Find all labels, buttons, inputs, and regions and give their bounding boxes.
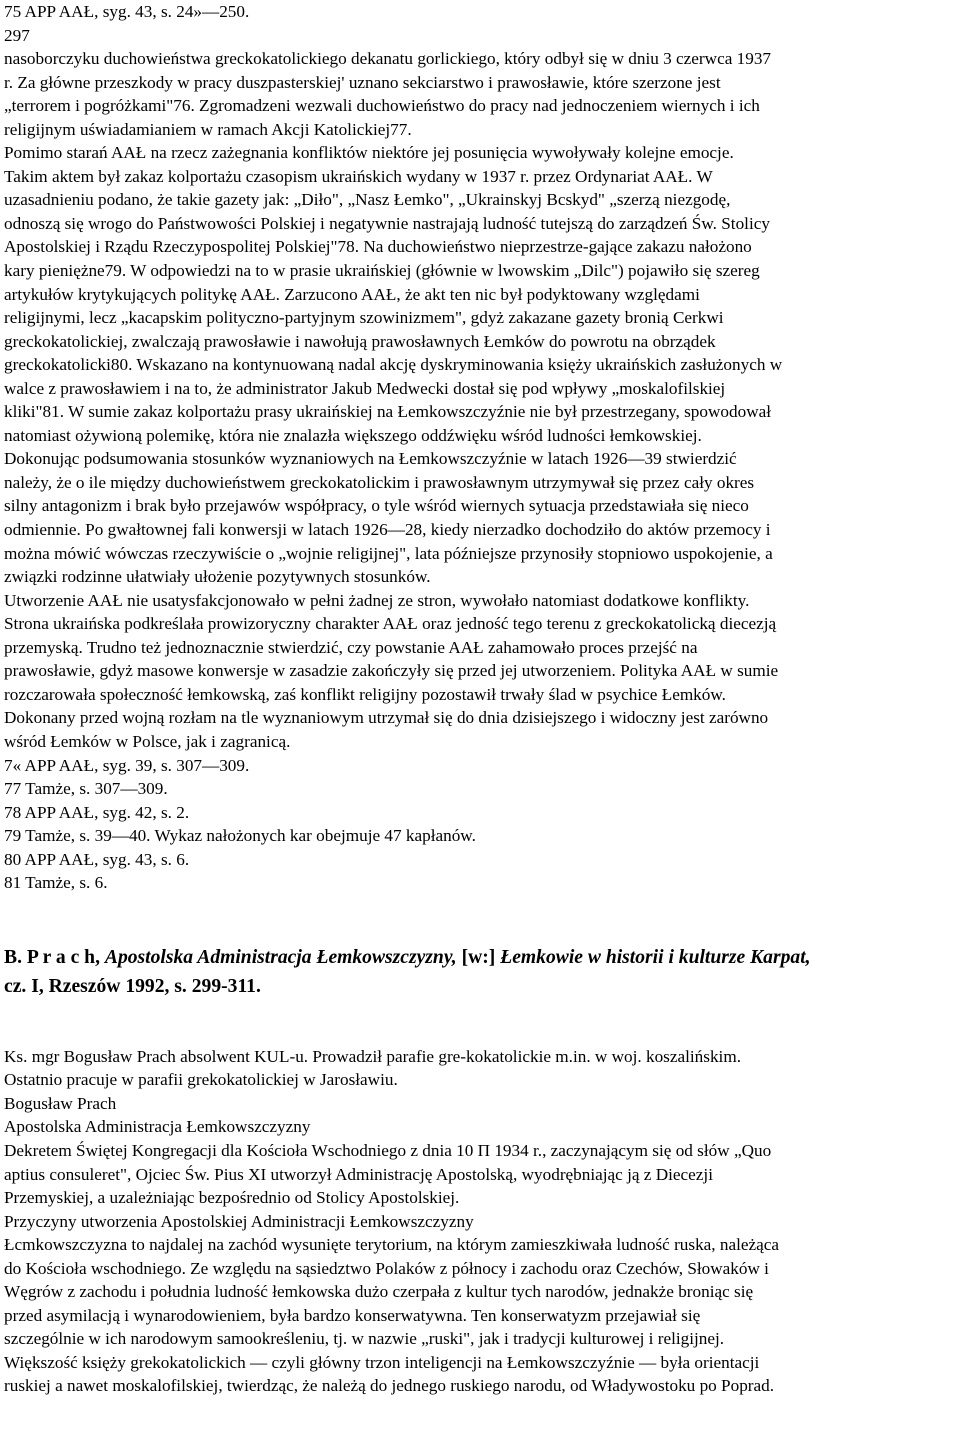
text-line: prawosławie, gdyż masowe konwersje w zasadzie zakończyły się przed jej utworzeniem. Polityka AAŁ w sumie bbox=[4, 661, 779, 681]
text-line: 77 Tamże, s. 307—309. bbox=[4, 779, 168, 799]
text-line: 80 APP AAŁ, syg. 43, s. 6. bbox=[4, 849, 190, 869]
document-page bbox=[4, 0, 956, 1398]
text-line: Utworzenie AAŁ nie usatysfakcjonowało w pełni żadnej ze stron, wywołało natomiast dodatkowe konflikty. bbox=[4, 590, 750, 610]
article-line: szczególnie w ich narodowym samookreśleniu, tj. w nazwie „ruski", jak i tradycji kulturowej i religijnej. bbox=[4, 1329, 725, 1349]
reference-author: B. P r a c h, bbox=[4, 946, 100, 968]
text-line: wśród Łemków w Polsce, jak i zagranicą. bbox=[4, 731, 291, 751]
text-line: rozczarowała społeczność łemkowską, zaś konflikt religijny pozostawił trwały ślad w psychice Łemków. bbox=[4, 684, 726, 704]
text-line: przemyską. Trudno też jednoznacznie stwierdzić, czy powstanie AAŁ zahamowało proces przejść na bbox=[4, 637, 698, 657]
text-line: 75 APP AAŁ, syg. 43, s. 24»—250. bbox=[4, 2, 250, 21]
article-line: Węgrów z zachodu i południa ludność łemkowska dużo czerpała z kultur tych narodów, jednakże broniąc się bbox=[4, 1282, 754, 1302]
text-line: można mówić wówczas rzeczywiście o „wojnie religijnej", lata późniejsze przynosiły stopniowo uspokojenie, a bbox=[4, 543, 773, 563]
text-line: kary pieniężne79. W odpowiedzi na to w prasie ukraińskiej (głównie w lwowskim „Dilc") pojawiło się szereg bbox=[4, 261, 760, 281]
text-line: odmiennie. Po gwałtownej fali konwersji w latach 1926—28, kiedy nierzadko dochodziło do aktów przemocy i bbox=[4, 520, 771, 540]
text-line: silny antagonizm i brak było przejawów współpracy, o tyle wśród wiernych sytuacja przedstawiała się nieco bbox=[4, 496, 749, 516]
text-line: odnoszą się wrogo do Państwowości Polskiej i negatywnie nastrajają ludność tutejszą do zarządzeń Św. Stolicy bbox=[4, 213, 770, 233]
text-line: Dokonany przed wojną rozłam na tle wyznaniowym utrzymał się do dnia dzisiejszego i widoczny jest zarówno bbox=[4, 708, 769, 728]
article-line: Dekretem Świętej Kongregacji dla Kościoła Wschodniego z dnia 10 П 1934 r., zaczynającym się od słów „Quo bbox=[4, 1140, 772, 1160]
text-line: kliki"81. W sumie zakaz kolportażu prasy ukraińskiej na Łemkowszczyźnie nie był przestrzegany, spowodował bbox=[4, 402, 772, 422]
article-line: przed asymilacją i wynarodowieniem, była bardzo konserwatywna. Ten konserwatyzm przejawiał się bbox=[4, 1305, 701, 1325]
article-line: Apostolska Administracja Łemkowszczyzny bbox=[4, 1117, 311, 1137]
article-line: Ks. mgr Bogusław Prach absolwent KUL-u. Prowadził parafie gre-kokatolickie m.in. w woj. koszalińskim. bbox=[4, 1046, 741, 1066]
text-line: 297 bbox=[4, 25, 30, 45]
text-line: 7« APP AAŁ, syg. 39, s. 307—309. bbox=[4, 755, 250, 775]
text-line: Apostolskiej i Rządu Rzeczypospolitej Polskiej"78. Na duchowieństwo nieprzestrze-gające zakazu nałożono bbox=[4, 237, 752, 257]
reference-title: Apostolska Administracja Łemkowszczyzny, bbox=[104, 946, 457, 968]
text-line: 78 APP AAŁ, syg. 42, s. 2. bbox=[4, 802, 190, 822]
text-line: uzasadnieniu podano, że takie gazety jak: „Diło", „Nasz Łemko", „Ukrainskyj Bcskyd" „szerzą niezgodę, bbox=[4, 190, 731, 210]
reference-in-marker: [w:] bbox=[461, 946, 496, 968]
article-line: Łcmkowszczyzna to najdalej na zachód wysunięte terytorium, na którym zamieszkiwała ludność ruska, należąca bbox=[4, 1235, 780, 1255]
text-line: Takim aktem był zakaz kolportażu czasopism ukraińskich wydany w 1937 r. przez Ordynariat AAŁ. W bbox=[4, 166, 713, 186]
text-line: nasoborczyku duchowieństwa greckokatolickiego dekanatu gorlickiego, który odbył się w dniu 3 czerwca 1937 bbox=[4, 49, 772, 69]
text-line: Dokonując podsumowania stosunków wyznaniowych na Łemkowszczyźnie w latach 1926—39 stwierdzić bbox=[4, 449, 737, 469]
text-line: religijnym uświadamianiem w ramach Akcji Katolickiej77. bbox=[4, 119, 412, 139]
reference-collection: Łemkowie w historii i kulturze Karpat, bbox=[500, 946, 811, 968]
article-text-block bbox=[4, 1001, 956, 1398]
text-line: greckokatolickiej, zwalczają prawosławie i nawołują prawosławnych Łemków do powrotu na obrządek bbox=[4, 331, 716, 351]
text-line: należy, że o ile między duchowieństwem greckokatolickim i prawosławnym utrzymywał się przez cały okres bbox=[4, 472, 755, 492]
reference-details: cz. I, Rzeszów 1992, s. 299-311. bbox=[4, 975, 261, 997]
text-line: Strona ukraińska podkreślała prowizoryczny charakter AAŁ oraz jedność tego terenu z greckokatolicką diecezją bbox=[4, 614, 777, 634]
text-line: greckokatolicki80. Wskazano na kontynuowaną nadal akcję dyskryminowania księży ukraińskich zasłużonych w bbox=[4, 355, 783, 375]
article-line: Przemyskiej, a uzależniając bezpośrednio od Stolicy Apostolskiej. bbox=[4, 1188, 460, 1208]
bibliographic-reference bbox=[4, 895, 956, 1001]
text-line: Pomimo starań AAŁ na rzecz zażegnania konfliktów niektóre jej posunięcia wywoływały kolejne emocje. bbox=[4, 143, 734, 163]
text-line: r. Za główne przeszkody w pracy duszpasterskiej' uznano sekciarstwo i prawosławie, które szerzone jest bbox=[4, 72, 721, 92]
article-line: aptius consuleret", Ojciec Św. Pius XI utworzył Administrację Apostolską, wyodrębniając ją z Diecezji bbox=[4, 1164, 713, 1184]
text-line: walce z prawosławiem i na to, że administrator Jakub Medwecki dostał się pod wpływy „moskalofilskiej bbox=[4, 378, 726, 398]
text-line: związki rodzinne ułatwiały ułożenie pozytywnych stosunków. bbox=[4, 567, 431, 587]
text-line: 81 Tamże, s. 6. bbox=[4, 873, 108, 893]
text-line: „terrorem i pogróżkami"76. Zgromadzeni wezwali duchowieństwo do pracy nad jednoczeniem wiernych i ich bbox=[4, 96, 760, 116]
article-line: Przyczyny utworzenia Apostolskiej Administracji Łemkowszczyzny bbox=[4, 1211, 474, 1231]
main-text-block bbox=[4, 0, 956, 895]
text-line: religijnymi, lecz „kacapskim polityczno-partyjnym szowinizmem", gdyż zakazane gazety bronią Cerkwi bbox=[4, 308, 724, 328]
article-line: Większość księży grekokatolickich — czyli główny trzon inteligencji na Łemkowszczyźnie — była orientacji bbox=[4, 1352, 760, 1372]
text-line: artykułów krytykujących politykę AAŁ. Zarzucono AAŁ, że akt ten nic był podyktowany względami bbox=[4, 284, 700, 304]
article-line: Ostatnio pracuje w parafii grekokatolickiej w Jarosławiu. bbox=[4, 1070, 398, 1090]
article-line: ruskiej a nawet moskalofilskiej, twierdząc, że należą do jednego ruskiego narodu, od Władywostoku po Poprad. bbox=[4, 1376, 775, 1396]
article-line: Bogusław Prach bbox=[4, 1093, 117, 1113]
article-line: do Kościoła wschodniego. Ze względu na sąsiedztwo Polaków z północy i zachodu oraz Czechów, Słowaków i bbox=[4, 1258, 769, 1278]
text-line: 79 Tamże, s. 39—40. Wykaz nałożonych kar obejmuje 47 kapłanów. bbox=[4, 826, 476, 846]
text-line: natomiast ożywioną polemikę, która nie znalazła większego oddźwięku wśród ludności łemkowskiej. bbox=[4, 425, 702, 445]
